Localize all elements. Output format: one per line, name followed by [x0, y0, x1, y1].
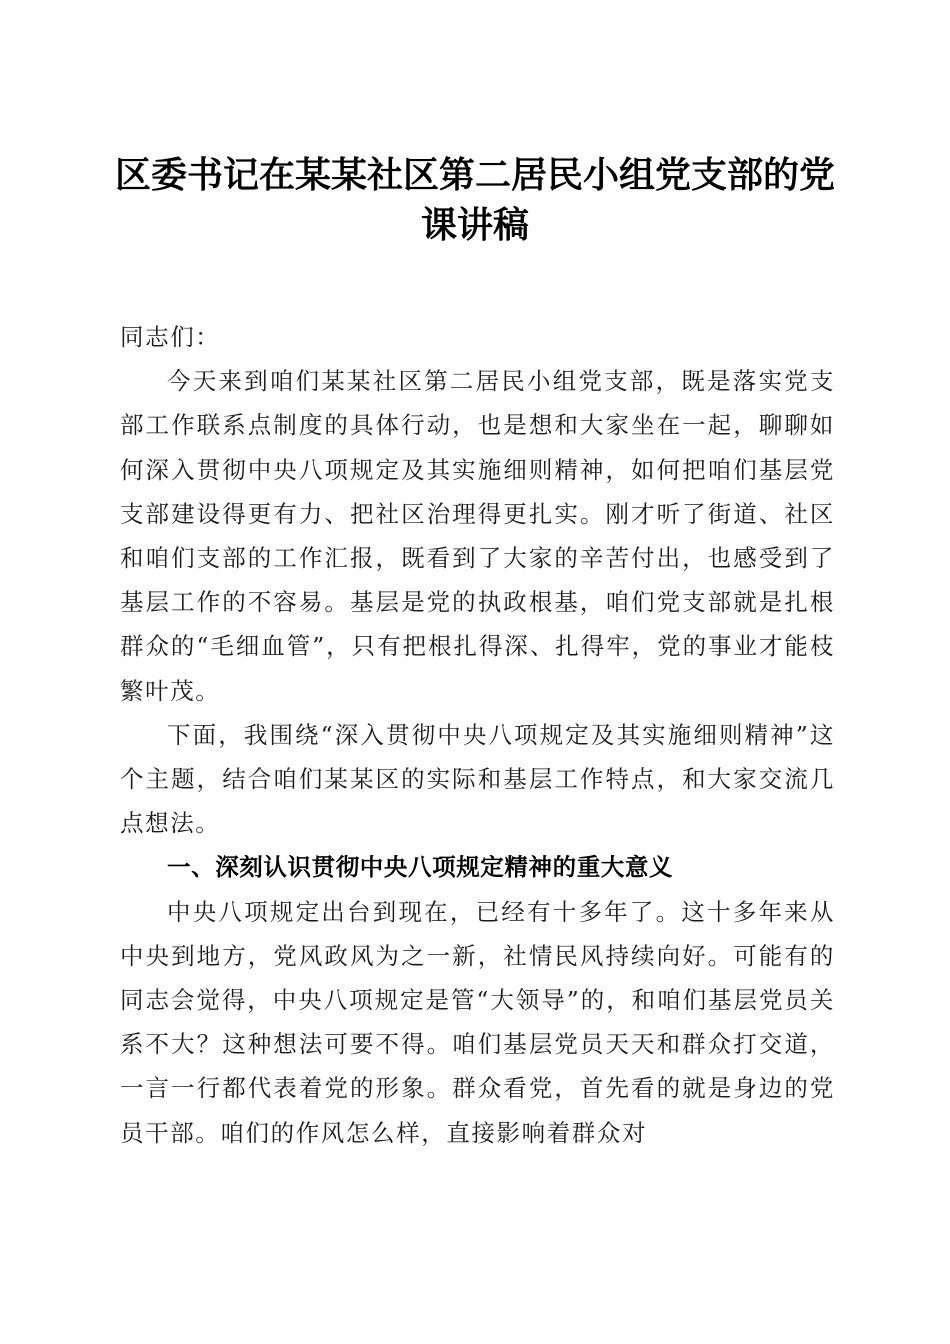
- document-title: 区委书记在某某社区第二居民小组党支部的党课讲稿: [114, 154, 835, 246]
- paragraph-opening: 今天来到咱们某某社区第二居民小组党支部，既是落实党支部工作联系点制度的具体行动，也是想和大家坐在一起，聊聊如何深入贯彻中央八项规定及其实施细则精神，如何把咱们基层党支部建设得更有力、把社区治理得更扎实。刚才听了街道、社区和咱们支部的工作汇报，既看到了大家的辛苦付出，也感受到了基层工作的不容易。基层是党的执政根基，咱们党支部就是扎根群众的“毛细血管”，只有把根扎得深、扎得牢，党的事业才能枝繁叶茂。: [120, 367, 835, 705]
- salutation: 同志们：: [120, 323, 221, 351]
- paragraph-section-one: 中央八项规定出台到现在，已经有十多年了。这十多年来从中央到地方，党风政风为之一新，社情民风持续向好。可能有的同志会觉得，中央八项规定是管“大领导”的，和咱们基层党员关系不大？这种想法可要不得。咱们基层党员天天和群众打交道，一言一行都代表着党的形象。群众看党，首先看的就是身边的党员干部。咱们的作风怎么样，直接影响着群众对: [120, 897, 835, 1147]
- document-body: [120, 315, 835, 1155]
- section-heading: 一、深刻认识贯彻中央八项规定精神的重大意义: [167, 853, 674, 882]
- paragraph-theme: 下面，我围绕“深入贯彻中央八项规定及其实施细则精神”这个主题，结合咱们某某区的实际和基层工作特点，和大家交流几点想法。: [120, 720, 835, 838]
